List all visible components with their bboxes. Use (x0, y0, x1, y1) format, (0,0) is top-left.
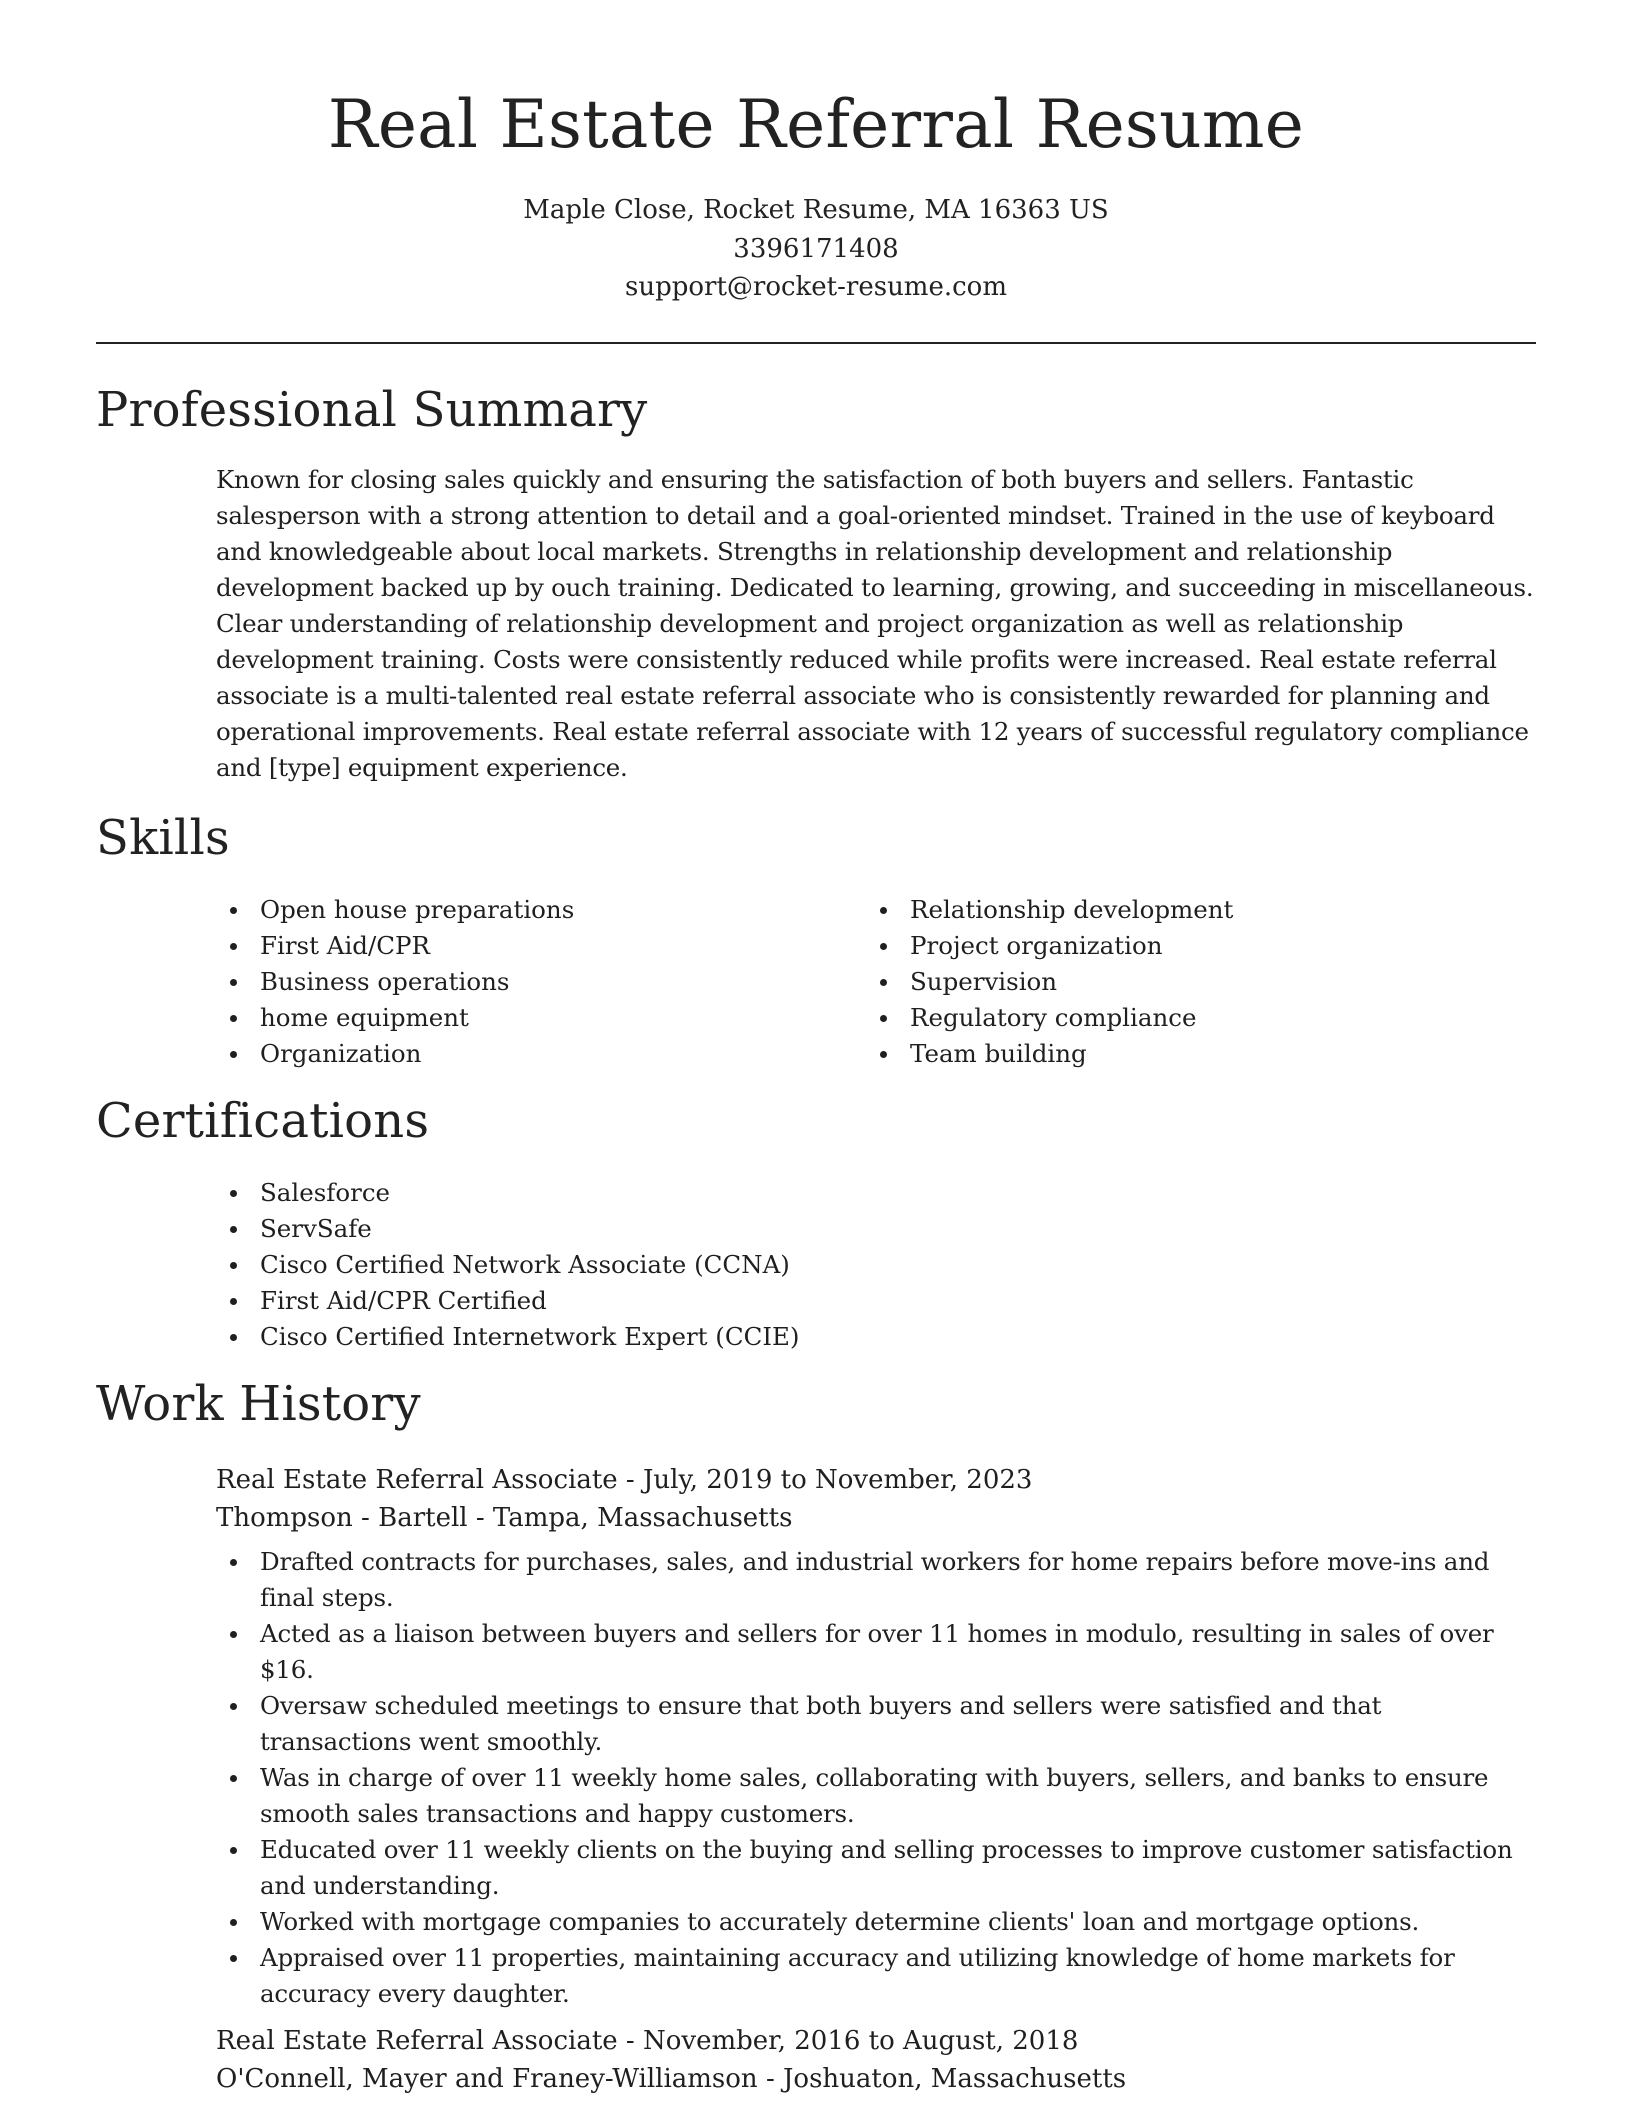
job-bullet: Worked with mortgage companies to accurately determine clients' loan and mortgage options. (216, 1904, 1536, 1940)
skills-list-right (866, 892, 1506, 1072)
job-dates: - November, 2016 to August, 2018 (625, 2026, 1079, 2056)
summary-text: Known for closing sales quickly and ensuring the satisfaction of both buyers and sellers. Fantastic salesperson with a strong attention to detail and a goal-oriented mindset. Trained in the use of keyboard and knowledgeable about local markets. Strengths in relationship development and relationship development backed up by ouch training. Dedicated to learning, growing, and succeeding in miscellaneous. Clear understanding of relationship development and project organization as well as relationship development training. Costs were consistently reduced while profits were increased. Real estate referral associate is a multi-talented real estate referral associate who is consistently rewarded for planning and operational improvements. Real estate referral associate with 12 years of successful regulatory compliance and [type] equipment experience. (216, 465, 1534, 782)
section-heading-summary: Professional Summary (96, 382, 648, 438)
job-bullet: Oversaw scheduled meetings to ensure that both buyers and sellers were satisfied and that transactions went smoothly. (216, 1688, 1536, 1760)
job-bullet: Educated over 11 weekly clients on the buying and selling processes to improve customer satisfaction and understanding. (216, 1832, 1536, 1904)
job-title-line (216, 1461, 1032, 1499)
skill-item: home equipment (216, 1000, 856, 1036)
skill-item: Open house preparations (216, 892, 856, 928)
skill-item: Project organization (866, 928, 1506, 964)
contact-email: support@rocket-resume.com (624, 272, 1007, 302)
job-title: Real Estate Referral Associate (216, 1465, 618, 1495)
section-heading-certifications: Certifications (96, 1093, 430, 1149)
contact-phone: 3396171408 (733, 233, 899, 264)
job-location: - Joshuaton, Massachusetts (765, 2064, 1127, 2094)
certification-item: Cisco Certified Network Associate (CCNA) (216, 1247, 1536, 1283)
job-dates: - July, 2019 to November, 2023 (625, 1465, 1033, 1495)
section-heading-work-history: Work History (96, 1376, 421, 1432)
job-bullet-list (216, 1544, 1536, 2012)
job-bullet: Acted as a liaison between buyers and sellers for over 11 homes in modulo, resulting in sales of over $16. (216, 1616, 1536, 1688)
header-divider (96, 342, 1536, 344)
job-location: - Tampa, Massachusetts (475, 1503, 793, 1533)
skill-item: Supervision (866, 964, 1506, 1000)
job-company-line (216, 2060, 1126, 2098)
contact-block (0, 191, 1632, 307)
skill-item: Business operations (216, 964, 856, 1000)
skill-item: Organization (216, 1036, 856, 1072)
job-company: Thompson - Bartell (216, 1503, 468, 1533)
certifications-list (216, 1175, 1536, 1355)
job-bullet: Appraised over 11 properties, maintaining accuracy and utilizing knowledge of home markets for accuracy every daughter. (216, 1940, 1536, 2012)
skill-item: Team building (866, 1036, 1506, 1072)
section-heading-skills: Skills (96, 810, 230, 866)
certification-item: Cisco Certified Internetwork Expert (CCIE) (216, 1319, 1536, 1355)
skill-item: Regulatory compliance (866, 1000, 1506, 1036)
certification-item: First Aid/CPR Certified (216, 1283, 1536, 1319)
skill-item: Relationship development (866, 892, 1506, 928)
skill-item: First Aid/CPR (216, 928, 856, 964)
contact-address: Maple Close, Rocket Resume, MA 16363 US (523, 195, 1109, 225)
resume-title: Real Estate Referral Resume (327, 86, 1305, 163)
job-title: Real Estate Referral Associate (216, 2026, 618, 2056)
certification-item: ServSafe (216, 1211, 1536, 1247)
job-company: O'Connell, Mayer and Franey-Williamson (216, 2064, 758, 2094)
certification-item: Salesforce (216, 1175, 1536, 1211)
skills-list-left (216, 892, 856, 1072)
job-title-line (216, 2022, 1078, 2060)
job-company-line (216, 1499, 792, 1537)
job-bullet: Was in charge of over 11 weekly home sales, collaborating with buyers, sellers, and banks to ensure smooth sales transactions and happy customers. (216, 1760, 1536, 1832)
job-bullet: Drafted contracts for purchases, sales, and industrial workers for home repairs before move-ins and final steps. (216, 1544, 1536, 1616)
